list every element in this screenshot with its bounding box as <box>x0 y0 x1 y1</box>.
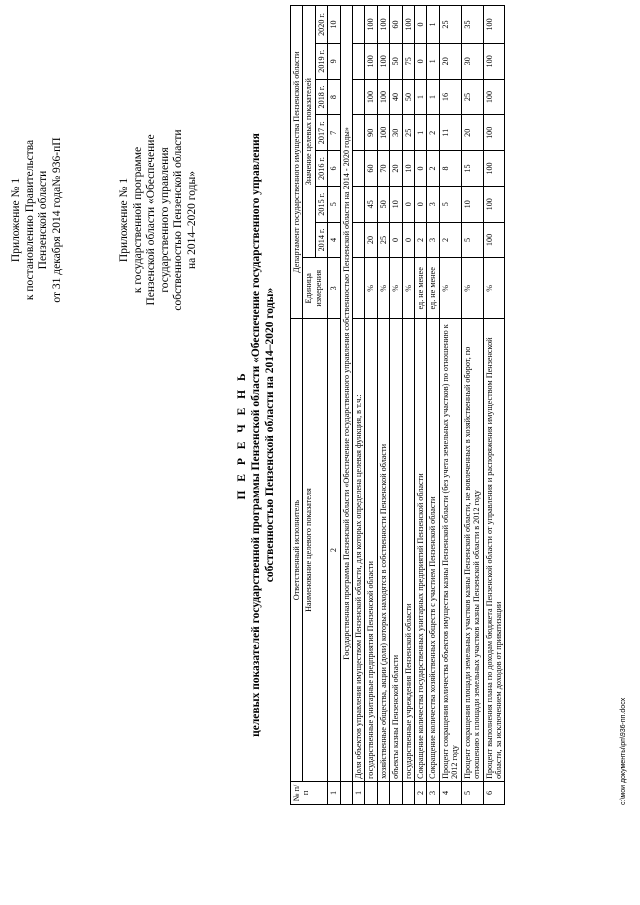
year-value: 1 <box>427 43 439 79</box>
row-number <box>365 781 377 804</box>
year-header: 2017 г. <box>315 115 327 151</box>
appendix-line: собственностью Пензенской области <box>172 129 184 311</box>
year-value: 1 <box>415 115 427 151</box>
year-value: 16 <box>439 79 461 115</box>
year-value: 10 <box>402 151 414 187</box>
year-value: 100 <box>483 79 505 115</box>
indicators-table <box>290 5 505 805</box>
header-executor-value: Департамент государственного имущества Пензенской области <box>291 6 303 319</box>
year-header: 2019 г. <box>315 43 327 79</box>
appendix-line: от 31 декабря 2014 года№ 936-пП <box>50 137 63 303</box>
column-number: 8 <box>328 79 340 115</box>
table-body <box>340 6 505 805</box>
year-value: 3 <box>427 186 439 222</box>
year-value: 40 <box>390 79 402 115</box>
table-row <box>390 6 402 805</box>
year-value: 100 <box>483 115 505 151</box>
year-value <box>353 151 365 187</box>
header-values: Значение целевых показателей <box>303 6 315 258</box>
indicator-name: Сокращение количества государственных унитарных предприятий Пензенской области <box>415 319 427 782</box>
year-value: 5 <box>439 186 461 222</box>
year-header: 2020 г. <box>315 6 327 44</box>
indicator-name: Доля объектов управления имуществом Пензенской области, для которых определена целевая функция, в т.ч.: <box>353 319 365 782</box>
year-value <box>353 6 365 44</box>
column-number: 2 <box>328 319 340 782</box>
year-value: 15 <box>461 151 483 187</box>
year-value: 100 <box>365 43 377 79</box>
file-path-footer: c:\мои документы\рп\936-пп.docx <box>620 697 627 805</box>
year-value: 60 <box>390 6 402 44</box>
unit: % <box>390 258 402 319</box>
column-number: 5 <box>328 186 340 222</box>
row-number: 1 <box>353 781 365 804</box>
unit: % <box>365 258 377 319</box>
program-row <box>340 6 352 805</box>
year-value: 100 <box>483 151 505 187</box>
year-value: 25 <box>461 79 483 115</box>
column-number-row <box>328 6 340 805</box>
indicator-name: Сокращение количества хозяйственных обществ с участием Пензенской области <box>427 319 439 782</box>
year-value: 100 <box>483 222 505 258</box>
year-value: 45 <box>365 186 377 222</box>
table-row <box>353 6 365 805</box>
unit <box>353 258 365 319</box>
table-row <box>377 6 389 805</box>
table-row <box>461 6 483 805</box>
indicator-name: объекты казны Пензенской области <box>390 319 402 782</box>
column-number: 10 <box>328 6 340 44</box>
year-value: 50 <box>402 79 414 115</box>
year-value: 75 <box>402 43 414 79</box>
column-number: 6 <box>328 151 340 187</box>
appendix-line: на 2014–2020 годы» <box>185 171 198 269</box>
year-value: 30 <box>390 115 402 151</box>
appendix-line: Приложение № 1 <box>118 177 130 263</box>
row-number <box>402 781 414 804</box>
year-value: 20 <box>390 151 402 187</box>
year-header: 2015 г. <box>315 186 327 222</box>
appendix-line: к постановлению Правительства <box>23 139 36 301</box>
year-value: 100 <box>483 43 505 79</box>
document-heading <box>235 75 277 795</box>
header-num: № п/п <box>291 781 328 804</box>
column-number: 9 <box>328 43 340 79</box>
heading-title: П Е Р Е Ч Е Н Ь <box>236 370 248 500</box>
year-value <box>353 115 365 151</box>
year-value: 0 <box>415 186 427 222</box>
year-value: 11 <box>439 115 461 151</box>
year-value: 60 <box>365 151 377 187</box>
year-value: 2 <box>415 222 427 258</box>
year-value: 0 <box>415 43 427 79</box>
year-value: 1 <box>415 79 427 115</box>
table-row <box>427 6 439 805</box>
year-value: 2 <box>427 115 439 151</box>
year-value <box>353 43 365 79</box>
year-value: 100 <box>377 79 389 115</box>
year-value: 100 <box>377 115 389 151</box>
year-value: 20 <box>365 222 377 258</box>
year-value: 20 <box>461 115 483 151</box>
unit: % <box>439 258 461 319</box>
table-row <box>483 6 505 805</box>
unit: % <box>402 258 414 319</box>
year-value: 10 <box>390 186 402 222</box>
year-value: 25 <box>402 115 414 151</box>
appendix-line: государственного управления <box>158 147 171 293</box>
appendix-line: к государственной программе <box>131 146 144 294</box>
indicator-name: Процент выполнения плана по доходам бюджета Пензенской области от управления и распоряжения имуществом Пензенской области, за исключением доходов от приватизации <box>483 319 505 782</box>
unit: ед. не менее <box>427 258 439 319</box>
indicator-name: государственные учреждения Пензенской области <box>402 319 414 782</box>
year-value: 0 <box>415 151 427 187</box>
year-value: 20 <box>439 43 461 79</box>
appendix-line: Приложение № 1 <box>10 177 22 263</box>
indicator-name: Процент сокращения количества объектов имущества казны Пензенской области (без учета земельных участков) по отношению к 2012 году <box>439 319 461 782</box>
year-value: 100 <box>377 43 389 79</box>
indicator-name: Процент сокращения площади земельных участков казны Пензенской области, не вовлеченных в хозяйственный оборот, по отношению к площади земельных участков казны Пензенской области в 2012 году <box>461 319 483 782</box>
year-header: 2018 г. <box>315 79 327 115</box>
year-value: 8 <box>439 151 461 187</box>
column-number: 4 <box>328 222 340 258</box>
appendix-line: Пензенской области «Обеспечение <box>145 134 157 306</box>
appendix-line: Пензенской области <box>37 170 49 270</box>
year-value: 0 <box>390 222 402 258</box>
year-header: 2014 г. <box>315 222 327 258</box>
year-value: 100 <box>365 79 377 115</box>
year-value: 100 <box>483 186 505 222</box>
column-number: 3 <box>328 258 340 319</box>
header-indicator-name: Наименование целевого показателя <box>303 319 328 782</box>
program-title: Государственная программа Пензенской области «Обеспечение государственного управления собственностью Пензенской области на 2014 - 2020 годы» <box>340 6 352 782</box>
row-number: 4 <box>439 781 461 804</box>
unit: % <box>461 258 483 319</box>
year-value: 0 <box>402 222 414 258</box>
year-value: 1 <box>427 6 439 44</box>
year-value: 90 <box>365 115 377 151</box>
column-number: 7 <box>328 115 340 151</box>
year-value: 100 <box>483 6 505 44</box>
header-unit: Единица измерения <box>303 258 328 319</box>
header-executor-label: Ответственный исполнитель <box>291 319 303 782</box>
year-value: 5 <box>461 222 483 258</box>
year-value: 100 <box>377 6 389 44</box>
year-value: 25 <box>377 222 389 258</box>
indicator-name: хозяйственные общества, акции (доли) которых находятся в собственности Пензенской области <box>377 319 389 782</box>
column-number: 1 <box>328 781 340 804</box>
row-number: 6 <box>483 781 505 804</box>
year-value <box>353 222 365 258</box>
year-value: 50 <box>377 186 389 222</box>
year-value: 100 <box>402 6 414 44</box>
year-value: 25 <box>439 6 461 44</box>
heading-line: собственностью Пензенской области на 2014–2020 годы» <box>264 287 276 583</box>
year-value: 1 <box>427 79 439 115</box>
table-row <box>365 6 377 805</box>
year-value: 100 <box>365 6 377 44</box>
table-row <box>415 6 427 805</box>
unit: % <box>377 258 389 319</box>
year-value: 3 <box>427 222 439 258</box>
year-header: 2016 г. <box>315 151 327 187</box>
year-value: 50 <box>390 43 402 79</box>
row-number: 3 <box>427 781 439 804</box>
year-value: 10 <box>461 186 483 222</box>
unit: ед. не менее <box>415 258 427 319</box>
row-number: 2 <box>415 781 427 804</box>
year-value: 0 <box>402 186 414 222</box>
year-value: 35 <box>461 6 483 44</box>
table-row <box>402 6 414 805</box>
appendix-header <box>10 55 64 385</box>
year-value <box>353 79 365 115</box>
table-row <box>439 6 461 805</box>
year-value: 30 <box>461 43 483 79</box>
year-value: 2 <box>427 151 439 187</box>
indicator-name: государственные унитарные предприятия Пензенской области <box>365 319 377 782</box>
row-number <box>390 781 402 804</box>
heading-line: целевых показателей государственной программы Пензенской области «Обеспечение государственного управления <box>250 133 262 737</box>
year-value: 0 <box>415 6 427 44</box>
row-number: 5 <box>461 781 483 804</box>
row-number <box>377 781 389 804</box>
unit: % <box>483 258 505 319</box>
year-value: 70 <box>377 151 389 187</box>
year-value <box>353 186 365 222</box>
appendix-program-header <box>118 55 199 385</box>
year-value: 2 <box>439 222 461 258</box>
